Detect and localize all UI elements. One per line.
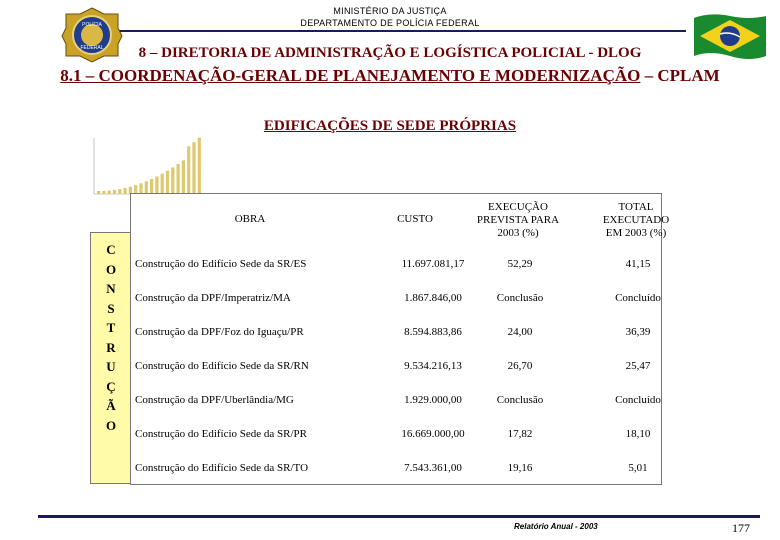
- col-header-prevista-2: PREVISTA PARA: [476, 214, 560, 226]
- cell-obra: Construção do Edifício Sede da SR/TO: [135, 462, 309, 474]
- table-frame: [130, 193, 662, 485]
- cell-custo: 1.867.846,00: [404, 292, 462, 304]
- mini-chart-bar: [192, 142, 195, 194]
- col-header-prevista: [468, 201, 568, 240]
- cell-obra: Construção da DPF/Uberlândia/MG: [135, 394, 294, 406]
- title-coordination: [0, 66, 780, 86]
- col-header-total-1: TOTAL: [618, 201, 654, 213]
- col-header-prevista-3: 2003 (%): [497, 227, 539, 239]
- side-letter: O: [105, 261, 117, 277]
- cell-total: 5,01: [628, 462, 648, 474]
- logo-text-bottom: FEDERAL: [80, 45, 104, 51]
- cell-prevista: 19,16: [507, 462, 533, 474]
- mini-chart-bar: [124, 188, 127, 194]
- mini-chart-bar: [97, 191, 100, 194]
- cell-obra: Construção do Edifício Sede da SR/RN: [135, 360, 309, 372]
- cell-total: 25,47: [625, 360, 651, 372]
- col-header-total-3: EM 2003 (%): [605, 227, 667, 239]
- side-letter: O: [105, 417, 117, 433]
- mini-chart-bar: [182, 160, 185, 194]
- side-letter: U: [106, 359, 116, 374]
- side-letter: N: [106, 281, 116, 296]
- cell-custo: 1.929.000,00: [404, 394, 462, 406]
- cell-prevista: 17,82: [507, 428, 533, 440]
- title-coordination-suffix: – CPLAM: [640, 66, 720, 85]
- mini-chart-bar: [113, 190, 116, 194]
- footer-report: Relatório Anual - 2003: [514, 522, 598, 531]
- cell-total: 36,39: [625, 326, 651, 338]
- side-letter: C: [106, 242, 116, 257]
- logo-text-top: POLÍCIA: [82, 22, 102, 28]
- cell-prevista: 24,00: [507, 326, 533, 338]
- cell-custo: 16.669.000,00: [401, 428, 465, 440]
- mini-chart-bar: [102, 191, 105, 194]
- col-header-obra: OBRA: [234, 213, 266, 225]
- header-line-1: MINISTÉRIO DA JUSTIÇA: [333, 6, 447, 16]
- cell-custo: 9.534.216,13: [404, 360, 462, 372]
- cell-custo: 7.543.361,00: [404, 462, 462, 474]
- header-rule: [94, 30, 686, 32]
- col-header-prevista-1: EXECUÇÃO: [488, 201, 548, 213]
- mini-chart-bar: [166, 171, 169, 194]
- side-letter: R: [106, 339, 116, 355]
- cell-prevista: 26,70: [507, 360, 533, 372]
- mini-chart-bar: [150, 179, 153, 194]
- mini-chart-bar: [108, 191, 111, 194]
- title-directorate: 8 – DIRETORIA DE ADMINISTRAÇÃO E LOGÍSTICA POLICIAL - DLOG: [138, 45, 642, 61]
- mini-chart-bar: [177, 164, 180, 194]
- mini-chart-bar: [187, 146, 190, 194]
- cell-prevista: Conclusão: [496, 292, 544, 304]
- mini-chart-bar: [155, 176, 158, 194]
- cell-total: 18,10: [625, 428, 651, 440]
- cell-prevista: 52,29: [507, 258, 533, 270]
- cell-custo: 8.594.883,86: [404, 326, 462, 338]
- mini-chart-bar: [118, 189, 121, 194]
- side-letter: T: [106, 320, 116, 335]
- mini-chart-bar: [161, 174, 164, 194]
- cell-obra: Construção da DPF/Foz do Iguaçu/PR: [135, 326, 304, 338]
- footer-rule: [38, 515, 760, 518]
- col-header-custo: CUSTO: [397, 213, 433, 225]
- page-number: 177: [732, 521, 750, 535]
- side-letter: Ç: [106, 378, 116, 394]
- cell-prevista: Conclusão: [496, 394, 544, 406]
- mini-chart-bar: [198, 138, 201, 194]
- mini-chart-bars: [97, 138, 201, 194]
- cell-obra: Construção da DPF/Imperatriz/MA: [135, 292, 291, 304]
- cell-custo: 11.697.081,17: [401, 258, 465, 270]
- cell-obra: Construção do Edifício Sede da SR/PR: [135, 428, 308, 440]
- side-letter: S: [107, 300, 115, 316]
- cell-total: 41,15: [625, 258, 651, 270]
- mini-chart-bar: [171, 167, 174, 194]
- side-letter: Ã: [106, 398, 116, 413]
- cell-obra: Construção do Edifício Sede da SR/ES: [135, 258, 307, 270]
- subtitle: EDIFICAÇÕES DE SEDE PRÓPRIAS: [263, 118, 517, 134]
- side-label: [90, 240, 132, 435]
- col-header-total: [588, 201, 684, 240]
- col-header-total-2: EXECUTADO: [602, 214, 670, 226]
- header-line-2: DEPARTAMENTO DE POLÍCIA FEDERAL: [300, 18, 480, 28]
- title-coordination-main: 8.1 – COORDENAÇÃO-GERAL DE PLANEJAMENTO E MODERNIZAÇÃO: [60, 66, 641, 85]
- cell-total: Concluído: [615, 394, 661, 406]
- cell-total: Concluído: [615, 292, 661, 304]
